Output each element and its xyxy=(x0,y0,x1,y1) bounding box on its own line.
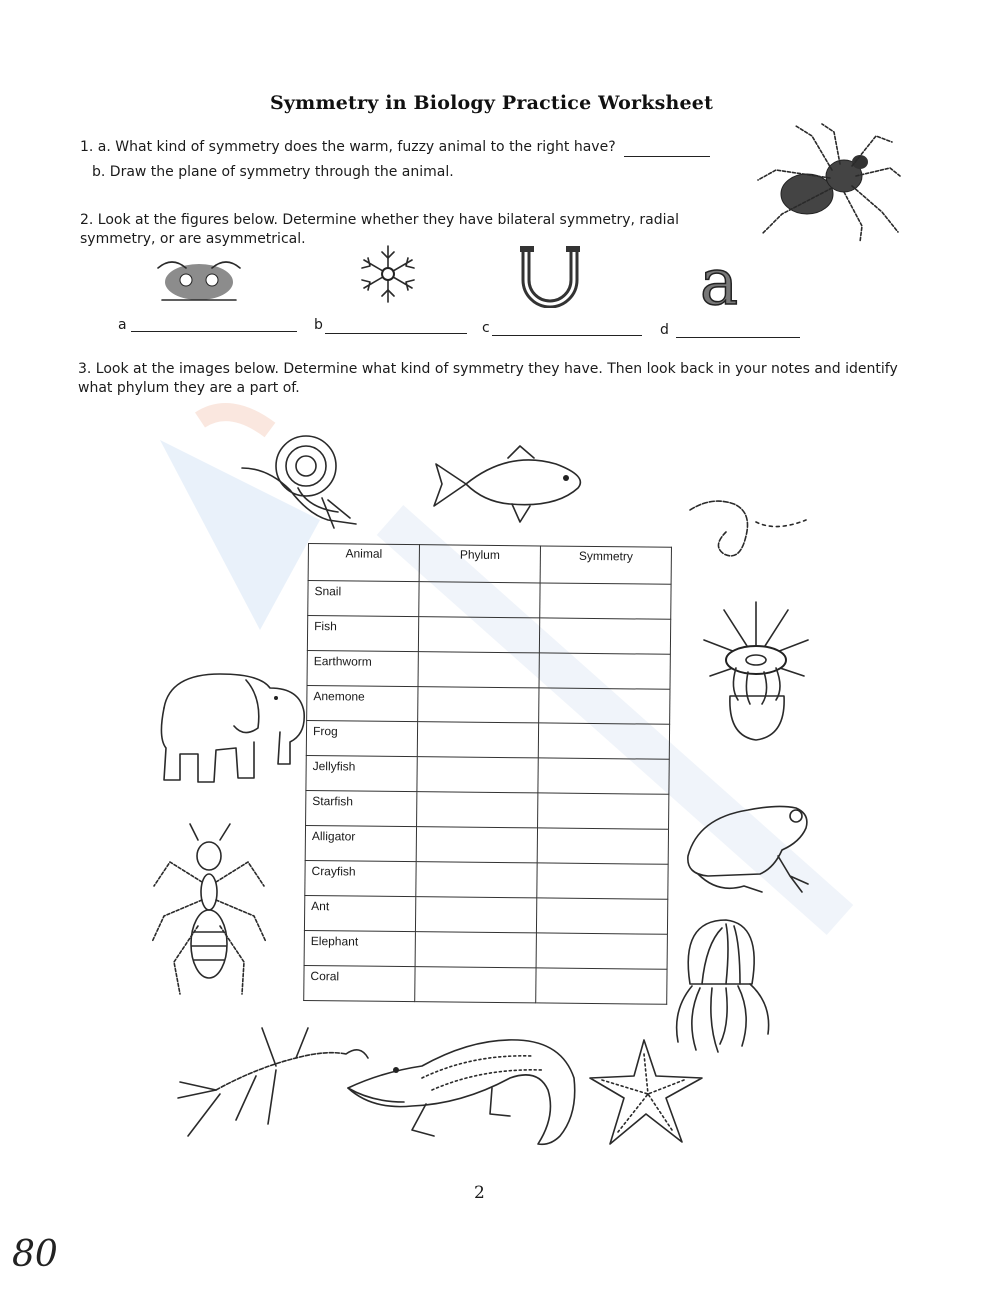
answer-label-b: b xyxy=(314,317,323,333)
table-row xyxy=(307,616,670,655)
phylum-cell[interactable] xyxy=(419,582,540,618)
animal-cell: Alligator xyxy=(305,825,416,861)
answer-label-a: a xyxy=(118,317,127,333)
answer-blank-c[interactable] xyxy=(492,335,642,336)
symmetry-cell[interactable] xyxy=(540,583,671,619)
animal-cell: Anemone xyxy=(307,685,418,721)
frog-icon xyxy=(678,794,818,898)
question-1a xyxy=(80,138,616,156)
phylum-cell[interactable] xyxy=(417,722,538,758)
header-phylum: Phylum xyxy=(419,545,540,583)
svg-text:a: a xyxy=(700,250,739,310)
horseshoe-icon xyxy=(518,244,582,308)
page-title: Symmetry in Biology Practice Worksheet xyxy=(270,92,714,114)
phylum-cell[interactable] xyxy=(417,757,538,793)
fish-icon xyxy=(428,444,600,526)
animal-cell: Earthworm xyxy=(307,650,418,686)
phylum-cell[interactable] xyxy=(418,652,539,688)
phylum-cell[interactable] xyxy=(418,687,539,723)
ant-icon xyxy=(150,822,268,998)
alligator-icon xyxy=(342,1018,580,1150)
symmetry-cell[interactable] xyxy=(539,653,670,689)
ornament-icon xyxy=(152,256,246,306)
animal-cell: Ant xyxy=(304,895,415,931)
animal-cell: Crayfish xyxy=(305,860,416,896)
symmetry-cell[interactable] xyxy=(536,898,667,934)
symmetry-cell[interactable] xyxy=(538,758,669,794)
phylum-cell[interactable] xyxy=(415,897,536,933)
table-row xyxy=(304,965,667,1004)
symmetry-cell[interactable] xyxy=(539,618,670,654)
symmetry-cell[interactable] xyxy=(537,863,668,899)
snail-icon xyxy=(238,428,372,532)
phylum-cell[interactable] xyxy=(418,617,539,653)
table-row xyxy=(304,895,667,934)
symmetry-cell[interactable] xyxy=(536,933,667,969)
phylum-cell[interactable] xyxy=(416,862,537,898)
table-row xyxy=(306,755,669,794)
table-row xyxy=(308,581,671,620)
starfish-icon xyxy=(584,1034,716,1150)
phylum-cell[interactable] xyxy=(416,827,537,863)
table-row xyxy=(305,825,668,864)
page-number: 2 xyxy=(474,1183,485,1203)
table-row xyxy=(306,720,669,759)
jellyfish-icon xyxy=(656,914,776,1054)
symmetry-cell[interactable] xyxy=(536,968,667,1004)
phylum-cell[interactable] xyxy=(417,792,538,828)
animal-cell: Frog xyxy=(306,720,417,756)
answer-blank-b[interactable] xyxy=(325,333,467,334)
question-2-line2: symmetry, or are asymmetrical. xyxy=(80,231,306,247)
answer-blank-1a[interactable] xyxy=(624,156,710,157)
header-symmetry: Symmetry xyxy=(540,546,671,584)
answer-label-d: d xyxy=(660,322,669,338)
table-row xyxy=(307,650,670,689)
anemone-icon xyxy=(700,596,812,746)
table-row xyxy=(305,860,668,899)
symmetry-cell[interactable] xyxy=(537,828,668,864)
symmetry-cell[interactable] xyxy=(538,793,669,829)
header-animal: Animal xyxy=(308,544,419,582)
crayfish-icon xyxy=(176,1024,370,1142)
question-1a-text: 1. a. What kind of symmetry does the warm, fuzzy animal to the right have? xyxy=(80,139,616,155)
symmetry-cell[interactable] xyxy=(538,723,669,759)
question-2-line1: 2. Look at the figures below. Determine whether they have bilateral symmetry, radial xyxy=(80,212,679,228)
question-3-line1: 3. Look at the images below. Determine what kind of symmetry they have. Then look back in your notes and identify xyxy=(78,361,898,377)
animal-cell: Fish xyxy=(307,616,418,652)
table-header-row xyxy=(308,544,671,585)
animal-cell: Elephant xyxy=(304,930,415,966)
letter-a-icon xyxy=(698,250,756,310)
earthworm-icon xyxy=(686,492,810,566)
answer-blank-a[interactable] xyxy=(131,331,297,332)
animal-cell: Jellyfish xyxy=(306,755,417,791)
symmetry-table xyxy=(303,543,672,1005)
tarantula-icon xyxy=(752,122,902,247)
elephant-icon xyxy=(150,668,308,790)
symmetry-cell[interactable] xyxy=(539,688,670,724)
animal-cell: Snail xyxy=(308,581,419,617)
question-1b: b. Draw the plane of symmetry through the animal. xyxy=(92,164,454,180)
answer-label-c: c xyxy=(482,320,490,336)
answer-blank-d[interactable] xyxy=(676,337,800,338)
phylum-cell[interactable] xyxy=(415,932,536,968)
animal-cell: Coral xyxy=(304,965,415,1001)
table-row xyxy=(307,685,670,724)
table-row xyxy=(306,790,669,829)
handwritten-note: 80 xyxy=(12,1234,58,1275)
phylum-cell[interactable] xyxy=(415,967,536,1003)
animal-cell: Starfish xyxy=(306,790,417,826)
table-row xyxy=(304,930,667,969)
snowflake-icon xyxy=(356,242,420,306)
question-3-line2: what phylum they are a part of. xyxy=(78,380,300,396)
